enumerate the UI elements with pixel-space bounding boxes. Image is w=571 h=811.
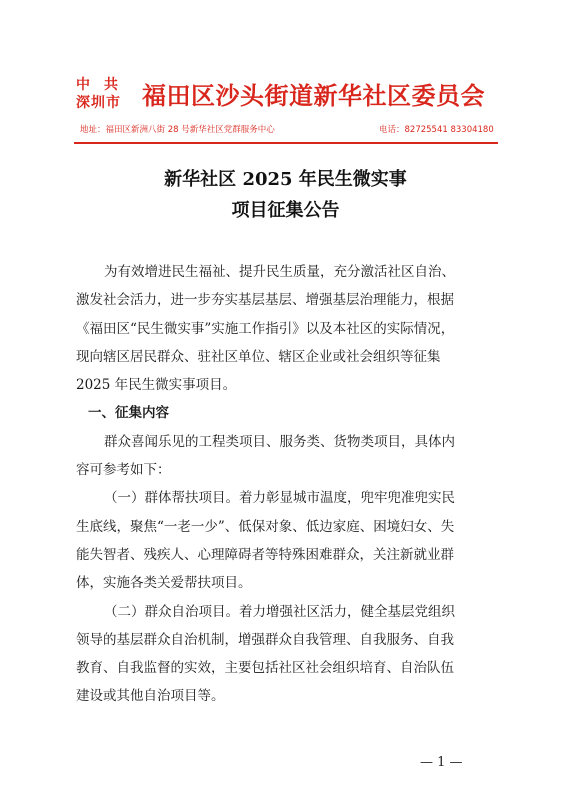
body-text-line: 容可参考如下： [76,462,171,479]
body-text-line: 群众喜闻乐见的工程类项目、服务类、货物类项目，具体内 [104,433,455,450]
document-title-line2: 项目征集公告 [231,200,340,221]
body-text-line: （一）群体帮扶项目。着力彰显城市温度，兜牢兜准兜实民 [104,490,455,507]
letterhead-title: 福田区沙头街道新华社区委员会 [142,82,485,110]
letterhead-divider [74,142,498,144]
letterhead-org-line1: 中共 [76,77,132,93]
body-text-line: 能失智者、残疾人、心理障碍者等特殊困难群众，关注新就业群 [76,546,454,563]
body-text-line: 激发社会活力，进一步夯实基层基层、增强基层治理能力，根据 [76,292,454,309]
body-text-line: 建设或其他自治项目等。 [76,688,225,705]
body-text-line: 体，实施各类关爱帮扶项目。 [76,575,252,592]
body-text-line: 生底线，聚焦“一老一少”、低保对象、低边家庭、困境妇女、失 [76,518,455,535]
document-body [76,258,496,711]
letterhead-org-name [76,76,136,112]
letterhead-address: 地址：福田区新洲八街 28 号新华社区党群服务中心 [80,125,275,135]
body-text-line: 领导的基层群众自治机制，增强群众自我管理、自我服务、自我 [76,631,454,648]
body-text-line: 《福田区“民生微实事”实施工作指引》以及本社区的实际情况， [76,320,455,337]
letterhead-org-line2: 深圳市 [76,95,121,111]
document-title-line1: 新华社区 2025 年民生微实事 [164,169,407,190]
body-text-line: 现向辖区居民群众、驻社区单位、辖区企业或社会组织等征集 [76,348,441,365]
body-text-line: 2025 年民生微实事项目。 [76,377,237,394]
letterhead-phone: 电话：82725541 83304180 [379,125,494,135]
page-number: — 1 — [420,755,463,770]
body-text-line: 教育、自我监督的实效，主要包括社区社会组织培育、自治队伍 [76,660,454,677]
body-text-line: （二）群众自治项目。着力增强社区活力，健全基层党组织 [104,603,455,620]
section-heading: 一、征集内容 [88,405,169,422]
body-text-line: 为有效增进民生福祉、提升民生质量，充分激活社区自治、 [104,264,455,280]
